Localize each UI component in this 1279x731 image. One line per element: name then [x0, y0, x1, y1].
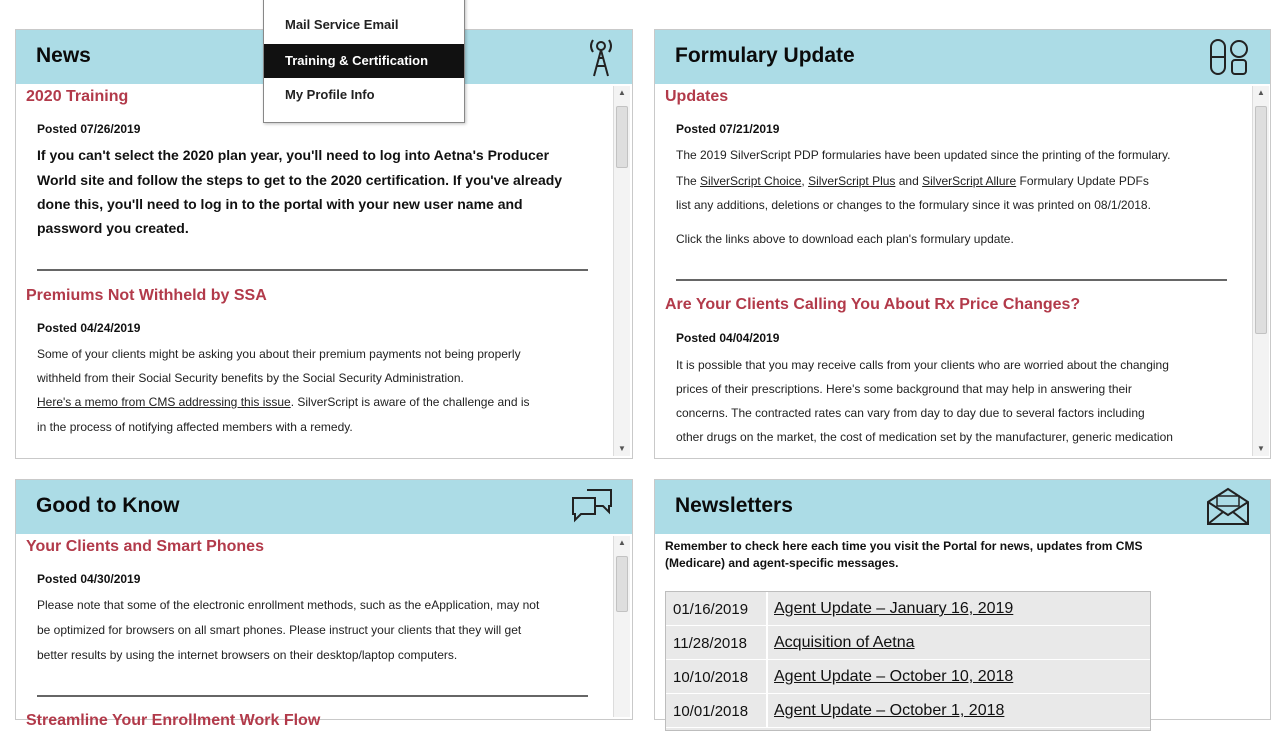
text-fragment: The	[676, 174, 701, 188]
formulary-text-line: It is possible that you may receive calls from your clients who are worried about the changing	[676, 358, 1169, 372]
newsletter-date: 01/16/2019	[673, 601, 749, 618]
formulary-panel	[654, 29, 1271, 459]
divider	[676, 279, 1227, 281]
newsletter-link[interactable]: Agent Update – October 10, 2018	[774, 668, 1014, 685]
formulary-scrollbar[interactable]	[1252, 86, 1269, 456]
good-to-know-text-line: better results by using the internet browsers on their desktop/laptop computers.	[37, 648, 458, 662]
formulary-text-line: Click the links above to download each plan's formulary update.	[676, 232, 1014, 246]
chat-bubbles-icon	[569, 486, 615, 531]
good-to-know-title: Good to Know	[36, 494, 180, 517]
table-row	[666, 660, 1150, 694]
good-to-know-scrollbar[interactable]	[613, 536, 630, 717]
newsletters-intro: Remember to check here each time you visit the Portal for news, updates from CMS	[665, 539, 1143, 553]
news-text-line: done this, you'll need to log in to the portal with your new user name and	[37, 196, 523, 212]
formulary-section-title[interactable]: Are Your Clients Calling You About Rx Price Changes?	[665, 296, 1081, 313]
scroll-up-arrow-icon[interactable]: ▲	[618, 538, 626, 547]
formulary-text-line: The 2019 SilverScript PDP formularies have been updated since the printing of the formulary.	[676, 148, 1171, 162]
news-text-line: in the process of notifying affected members with a remedy.	[37, 420, 353, 434]
scroll-down-arrow-icon[interactable]: ▼	[618, 444, 626, 453]
profile-dropdown-menu	[263, 0, 465, 123]
table-row	[666, 592, 1150, 626]
formulary-title: Formulary Update	[675, 44, 855, 67]
good-to-know-panel	[15, 479, 633, 729]
newsletters-header	[655, 480, 1270, 534]
news-text-line: withheld from their Social Security benefits by the Social Security Administration.	[37, 371, 464, 385]
antenna-tower-icon	[586, 36, 616, 83]
good-to-know-section-title[interactable]: Your Clients and Smart Phones	[26, 538, 264, 555]
scroll-down-arrow-icon[interactable]: ▼	[1257, 444, 1265, 453]
news-section-title[interactable]: Premiums Not Withheld by SSA	[26, 287, 267, 304]
table-row	[666, 626, 1150, 660]
scroll-up-arrow-icon[interactable]: ▲	[1257, 88, 1265, 97]
menu-item-training-certification[interactable]: Training & Certification	[264, 44, 464, 78]
news-text-line: World site and follow the steps to get to the 2020 certification. If you've already	[37, 172, 563, 188]
news-text-line	[37, 395, 530, 409]
scroll-thumb[interactable]	[616, 106, 628, 168]
news-text-line: password you created.	[37, 220, 189, 236]
newsletter-link[interactable]: Agent Update – October 1, 2018	[774, 702, 1005, 719]
good-to-know-section-title[interactable]: Streamline Your Enrollment Work Flow	[26, 712, 321, 729]
good-to-know-body[interactable]	[16, 534, 632, 729]
menu-item-my-profile-info[interactable]: My Profile Info	[285, 87, 375, 102]
silverscript-plus-link[interactable]: SilverScript Plus	[808, 174, 896, 188]
divider	[37, 269, 588, 271]
newsletter-date: 10/01/2018	[673, 703, 749, 720]
text-fragment: ,	[801, 174, 809, 188]
scroll-up-arrow-icon[interactable]: ▲	[618, 88, 626, 97]
news-body[interactable]	[16, 84, 632, 458]
column-separator	[766, 626, 768, 660]
scroll-thumb[interactable]	[616, 556, 628, 612]
cms-memo-link[interactable]: Here's a memo from CMS addressing this issue	[37, 395, 291, 409]
good-to-know-text-line: be optimized for browsers on all smart phones. Please instruct your clients that they will get	[37, 623, 522, 637]
newsletters-body[interactable]	[655, 534, 1270, 719]
formulary-text-line	[676, 174, 1149, 188]
newsletters-intro: (Medicare) and agent-specific messages.	[665, 556, 899, 570]
good-to-know-text-line: Please note that some of the electronic enrollment methods, such as the eApplication, may not	[37, 598, 540, 612]
formulary-header	[655, 30, 1270, 84]
newsletter-date: 11/28/2018	[673, 635, 747, 652]
newsletter-link[interactable]: Acquisition of Aetna	[774, 634, 915, 651]
newsletters-title: Newsletters	[675, 494, 793, 517]
column-separator	[766, 592, 768, 626]
scroll-thumb[interactable]	[1255, 106, 1267, 334]
menu-item-mail-service-email[interactable]: Mail Service Email	[285, 17, 399, 32]
text-fragment: and	[895, 174, 923, 188]
silverscript-choice-link[interactable]: SilverScript Choice	[700, 174, 802, 188]
news-title: News	[36, 44, 91, 67]
posted-date: Posted 04/24/2019	[37, 321, 141, 335]
formulary-text-line: other drugs on the market, the cost of medication set by the manufacturer, generic medication	[676, 430, 1173, 444]
news-text-fragment: . SilverScript is aware of the challenge and is	[290, 395, 530, 409]
newsletter-date: 10/10/2018	[673, 669, 749, 686]
news-section-title[interactable]: 2020 Training	[26, 88, 129, 105]
formulary-body[interactable]	[655, 84, 1270, 458]
posted-date: Posted 04/30/2019	[37, 572, 141, 586]
posted-date: Posted 07/26/2019	[37, 122, 141, 136]
envelope-icon	[1205, 486, 1251, 533]
formulary-text-line: concerns. The contracted rates can vary from day to day due to several factors including	[676, 406, 1145, 420]
column-separator	[766, 660, 768, 694]
posted-date: Posted 04/04/2019	[676, 331, 780, 345]
news-text-line: If you can't select the 2020 plan year, you'll need to log into Aetna's Producer	[37, 147, 550, 163]
newsletter-link[interactable]: Agent Update – January 16, 2019	[774, 600, 1014, 617]
text-fragment: Formulary Update PDFs	[1016, 174, 1149, 188]
formulary-text-line: list any additions, deletions or changes to the formulary since it was printed on 08/1/2018.	[676, 198, 1151, 212]
posted-date: Posted 07/21/2019	[676, 122, 780, 136]
newsletters-panel	[654, 479, 1271, 720]
news-text-line: Some of your clients might be asking you about their premium payments not being properly	[37, 347, 521, 361]
news-scrollbar[interactable]	[613, 86, 630, 456]
column-separator	[766, 694, 768, 728]
divider	[37, 695, 588, 697]
table-row	[666, 694, 1150, 728]
newsletters-table	[665, 591, 1151, 731]
formulary-section-title[interactable]: Updates	[665, 88, 729, 105]
formulary-text-line: prices of their prescriptions. Here's some background that may help in answering their	[676, 382, 1132, 396]
silverscript-allure-link[interactable]: SilverScript Allure	[922, 174, 1017, 188]
pills-icon	[1208, 36, 1250, 83]
good-to-know-header	[16, 480, 632, 534]
